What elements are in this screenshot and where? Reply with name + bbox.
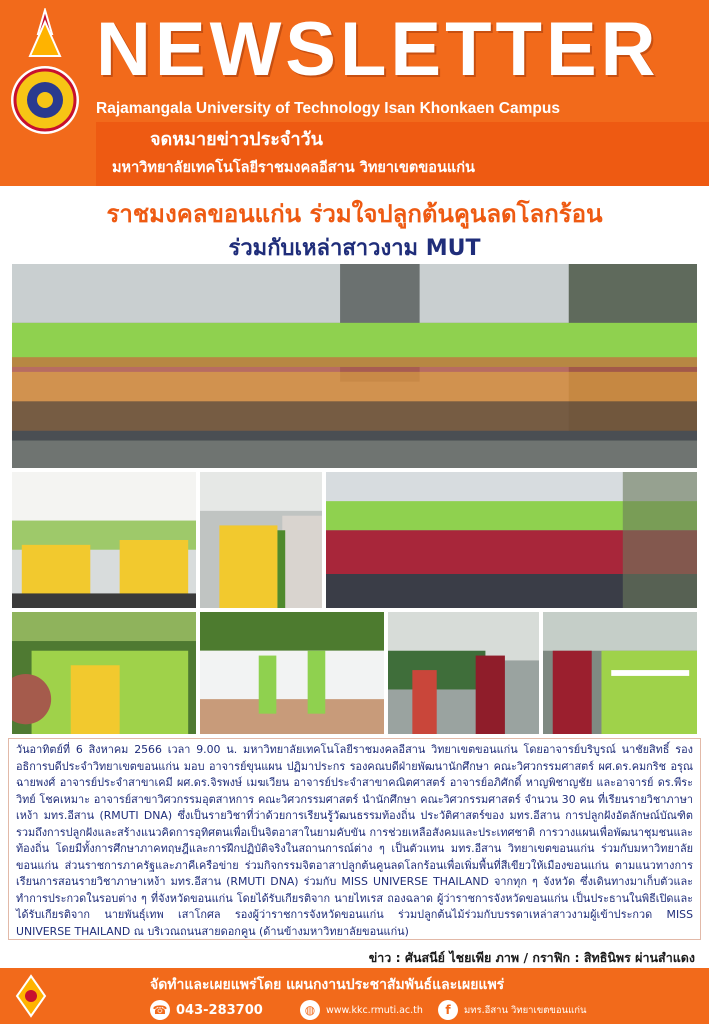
daily-newsletter-label: จดหมายข่าวประจำวัน — [150, 129, 323, 150]
website-url: www.kkc.rmuti.ac.th — [326, 1004, 423, 1016]
footer-logo — [12, 974, 50, 1020]
university-logo — [8, 8, 82, 138]
group-photo-main — [10, 262, 699, 470]
phone-number: 043-283700 — [176, 1002, 263, 1018]
photo-watering-trees — [386, 610, 541, 736]
newsletter-header — [0, 0, 709, 186]
university-thai-name: มหาวิทยาลัยเทคโนโลยีราชมงคลอีสาน วิทยาเขตขอนแก่น — [112, 160, 475, 176]
photo-students-group — [324, 470, 699, 610]
article-body: วันอาทิตย์ที่ 6 สิงหาคม 2566 เวลา 9.00 น. มหาวิทยาลัยเทคโนโลยีราชมงคลอีสาน วิทยาเขตขอนแก่น โดยอาจารย์บริบูรณ์ นาชัยสิทธิ์ รองอธิการบดีประจำวิทยาเขตขอนแก่น มอบ อาจารย์ขุนแผน ปฏิมาประกร รองคณบดีฝ่ายพัฒนานักศึกษา คณะวิศวกรรมศาสตร์ ผศ.ดร.คมกริช อรุณฉายพงศ์ อาจารย์ประจำสาขาเคมี ผศ.ดร.จิรพงษ์ เมฆเวียน อาจารย์ประจำสาขาคณิตศาสตร์ อาจารย์อภิศักดิ์ หาญพิชาญชัย และอาจารย์ ดร.พีระวิทย์ โชคเหมาะ อาจารย์สาขาวิศวกรรมอุตสาหการ คณะวิศวกรรมศาสตร์ นำนักศึกษา คณะวิศวกรรมศาสตร์ จำนวน 30 คน ที่เรียนรายวิชาภาษาเหง้า มทร.อีสาน (RMUTI DNA) ซึ่งเป็นรายวิชาที่ว่าด้วยการเรียนรู้วัฒนธรรมท้องถิ่น ประวัติศาสตร์ของ มทร.อีสาน การปลูกฝังอัตลักษณ์บัณฑิต รวมถึงการปลูกฝังและสร้างแนวคิดการอุทิศตนเพื่อเป็นจิตอาสาในยามคับขัน การช่วยเหลือสังคมและประเทศชาติ การวางแผนเพื่อพัฒนาชุมชนและท้องถิ่น โดยมีทั้งการศึกษาภาคทฤษฎีและการฝึกปฏิบัติจริงในสถานการณ์ต่าง ๆ เป็นตัวแทน มทร.อีสาน วิทยาเขตขอนแก่น ร่วมกับมหาวิทยาลัยขอนแก่น ส่วนราชการภาครัฐและภาคีเครือข่าย ร่วมกิจกรรมจิตอาสาปลูกต้นคูนลดโลกร้อนเพื่อเพิ่มพื้นที่สีเขียวให้เมืองขอนแก่น ตามแนวทางการเรียนการสอนรายวิชาภาษาเหง้า มทร.อีสาน (RMUTI DNA) ร่วมกับ MISS UNIVERSE THAILAND จากทุก ๆ จังหวัด ซึ่งเดินทางมาเก็บตัวและทำการประกวดในรอบต่าง ๆ ที่จังหวัดขอนแก่น โดยได้รับเกียรติจาก นายไทเรส ถองฉลาด ผู้ว่าราชการจังหวัดขอนแก่น เป็นประธานในพิธีเปิดและได้รับเกียรติจาก นายพันธุ์เทพ เสาโกศล รองผู้ว่าราชการจังหวัดขอนแก่น ร่วมปลูกต้นไม้ร่วมกับบรรดาเหล่าสาวงามผู้เข้าประกวด MISS UNIVERSE THAILAND ณ บริเวณถนนสายดอกคูน (ด้านข้างมหาวิทยาลัยขอนแก่น) — [16, 743, 693, 938]
article-credit: ข่าว : ศันสนีย์ ไชยเพีย ภาพ / กราฟิก : สิทธินิพร ผ่านสำแดง — [368, 950, 695, 965]
photo-planting-trees — [198, 610, 386, 736]
photo-contestants-sashes — [541, 610, 699, 736]
footer-website[interactable] — [300, 999, 423, 1021]
newsletter-title: NEWSLETTER — [96, 7, 660, 92]
article-subheadline: ร่วมกับเหล่าสาวงาม MUT — [228, 236, 481, 261]
phone-icon: ☎ — [150, 1000, 170, 1020]
photo-officials-tree — [198, 470, 324, 610]
footer-phone[interactable] — [150, 999, 263, 1021]
photo-selfie-contestants — [10, 610, 198, 736]
globe-icon: ◍ — [300, 1000, 320, 1020]
photo-officials-seated — [10, 470, 198, 610]
footer-publisher: จัดทำและเผยแพร่โดย แผนกงานประชาสัมพันธ์และเผยแพร่ — [150, 977, 505, 993]
article-body-box — [8, 738, 701, 940]
university-name: Rajamangala University of Technology Isan Khonkaen Campus — [96, 100, 560, 117]
facebook-icon: f — [438, 1000, 458, 1020]
facebook-page: มทร.อีสาน วิทยาเขตขอนแก่น — [464, 1004, 587, 1016]
newsletter-footer — [0, 968, 709, 1024]
footer-facebook[interactable] — [438, 999, 586, 1021]
article-headline: ราชมงคลขอนแก่น ร่วมใจปลูกต้นคูนลดโลกร้อน — [106, 200, 603, 228]
